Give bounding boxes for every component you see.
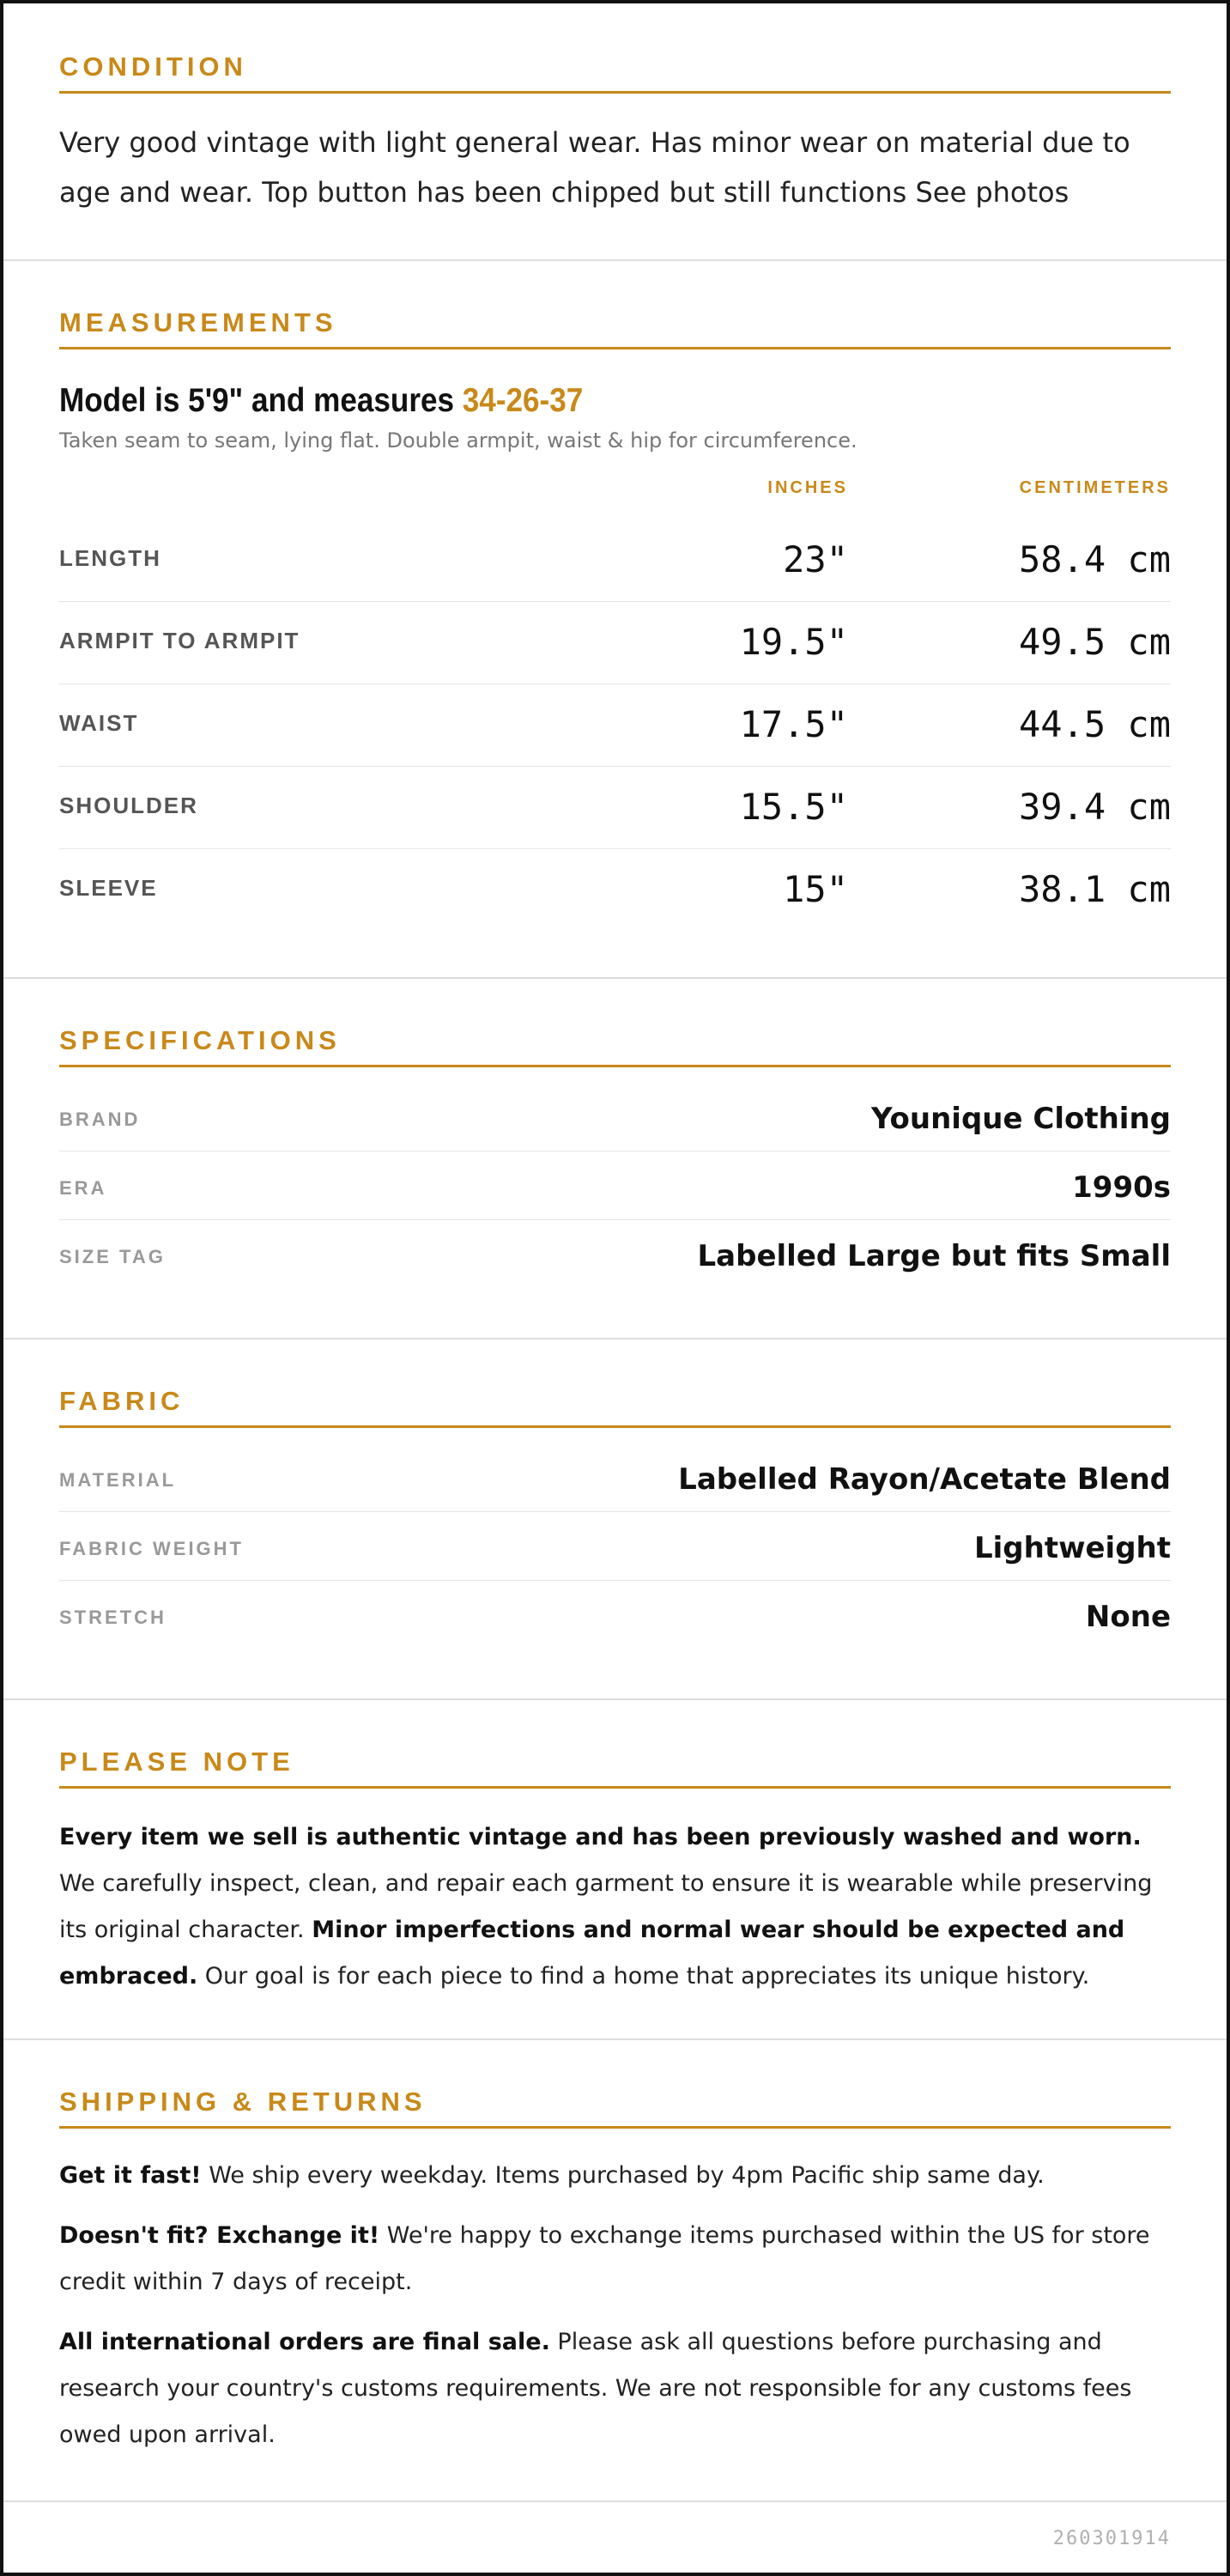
specifications-section [3,979,1227,1340]
heading-rule [59,91,1171,94]
fabric-key: STRETCH [59,1607,167,1628]
condition-text: Very good vintage with light general wear. Has minor wear on material due to age and wear. Top button has been chipped but still functions See photos [59,126,1130,209]
heading-rule [59,1786,1171,1789]
measurement-label: WAIST [59,710,139,736]
fabric-row-material [59,1443,1171,1512]
shipping-heading: SHIPPING & RETURNS [59,2087,427,2117]
measurement-cm: 39.4 cm [1018,786,1171,828]
measurement-label: ARMPIT TO ARMPIT [59,628,300,653]
measurement-row [59,767,1171,849]
fabric-row-stretch [59,1581,1171,1649]
sku-number: 260301914 [1052,2528,1171,2549]
measurement-note: Taken seam to seam, lying flat. Double armpit, waist & hip for circumference. [59,428,857,453]
measurement-label: SHOULDER [59,793,198,818]
shipping-section [3,2040,1227,2502]
measurement-row [59,849,1171,931]
measurement-inches: 17.5" [739,703,848,745]
note-text-1: We carefully inspect, clean, and repair each garment to ensure it is wearable while preserving its original character. [59,1870,1153,1943]
note-text-2: Our goal is for each piece to find a home that appreciates its unique history. [197,1963,1090,1990]
international-text: Please ask all questions before purchasing and research your country's customs requirements. We are not responsible for any customs fees owed upon arrival. [59,2329,1132,2448]
shipping-bold: Get it fast! [59,2162,202,2189]
exchange-bold: Doesn't fit? Exchange it! [59,2222,380,2249]
measurement-label: SLEEVE [59,875,158,901]
fabric-row-weight [59,1512,1171,1581]
fabric-value: None [1085,1600,1171,1634]
measurement-row [59,602,1171,684]
fabric-section [3,1340,1227,1700]
centimeters-column-header: CENTIMETERS [1019,478,1171,497]
condition-heading: CONDITION [59,52,247,82]
spec-key: BRAND [59,1109,141,1130]
fabric-heading: FABRIC [59,1386,185,1416]
exchange-paragraph [59,2213,1171,2306]
measurement-inches: 19.5" [739,621,848,663]
specifications-list [59,1083,1171,1288]
heading-rule [59,347,1171,349]
spec-row-era [59,1151,1171,1220]
measurement-inches: 15.5" [739,786,848,828]
spec-row-brand [59,1083,1171,1151]
measurements-heading: MEASUREMENTS [59,307,337,337]
condition-section [3,3,1227,261]
measurement-inches: 15" [783,868,848,910]
inches-column-header: INCHES [767,478,848,497]
spec-value: Younique Clothing [871,1102,1171,1136]
spec-value: Labelled Large but fits Small [697,1239,1171,1273]
specifications-heading: SPECIFICATIONS [59,1025,341,1055]
measurement-cm: 38.1 cm [1018,868,1171,910]
international-paragraph [59,2319,1171,2458]
heading-rule [59,1425,1171,1428]
international-bold: All international orders are final sale. [59,2329,550,2355]
measurement-inches: 23" [783,538,848,580]
shipping-paragraph [59,2153,1171,2199]
shipping-text: We ship every weekday. Items purchased by 4pm Pacific ship same day. [201,2162,1045,2189]
model-info [59,382,1060,420]
note-bold-1: Every item we sell is authentic vintage and has been previously washed and worn. [59,1824,1142,1850]
please-note-text [59,1814,1171,2000]
shipping-text [59,2153,1171,2458]
fabric-list [59,1443,1171,1649]
model-prefix: Model is 5'9" and measures [59,382,463,419]
footer [3,2502,1227,2571]
please-note-heading: PLEASE NOTE [59,1747,294,1777]
fabric-value: Labelled Rayon/Acetate Blend [678,1462,1171,1497]
measurement-cm: 44.5 cm [1018,703,1171,745]
measurements-section [3,261,1227,979]
fabric-key: MATERIAL [59,1469,177,1491]
spec-value: 1990s [1072,1170,1171,1205]
heading-rule [59,2126,1171,2129]
heading-rule [59,1065,1171,1067]
please-note-section [3,1700,1227,2040]
measurement-cm: 58.4 cm [1018,538,1171,580]
measurement-row [59,684,1171,767]
fabric-key: FABRIC WEIGHT [59,1538,244,1559]
fabric-value: Lightweight [973,1531,1171,1565]
measurement-cm: 49.5 cm [1018,621,1171,663]
exchange-text: We're happy to exchange items purchased within the US for store credit within 7 days of receipt. [59,2222,1150,2295]
measurement-row [59,519,1171,602]
note-bold-2: Minor imperfections and normal wear should be expected and embraced. [59,1917,1125,1990]
model-measures: 34-26-37 [462,382,584,419]
measurement-table-header [59,478,1171,504]
spec-key: ERA [59,1177,107,1199]
spec-row-size-tag [59,1220,1171,1288]
measurement-label: LENGTH [59,545,161,571]
spec-key: SIZE TAG [59,1246,166,1267]
measurement-table [59,519,1171,931]
